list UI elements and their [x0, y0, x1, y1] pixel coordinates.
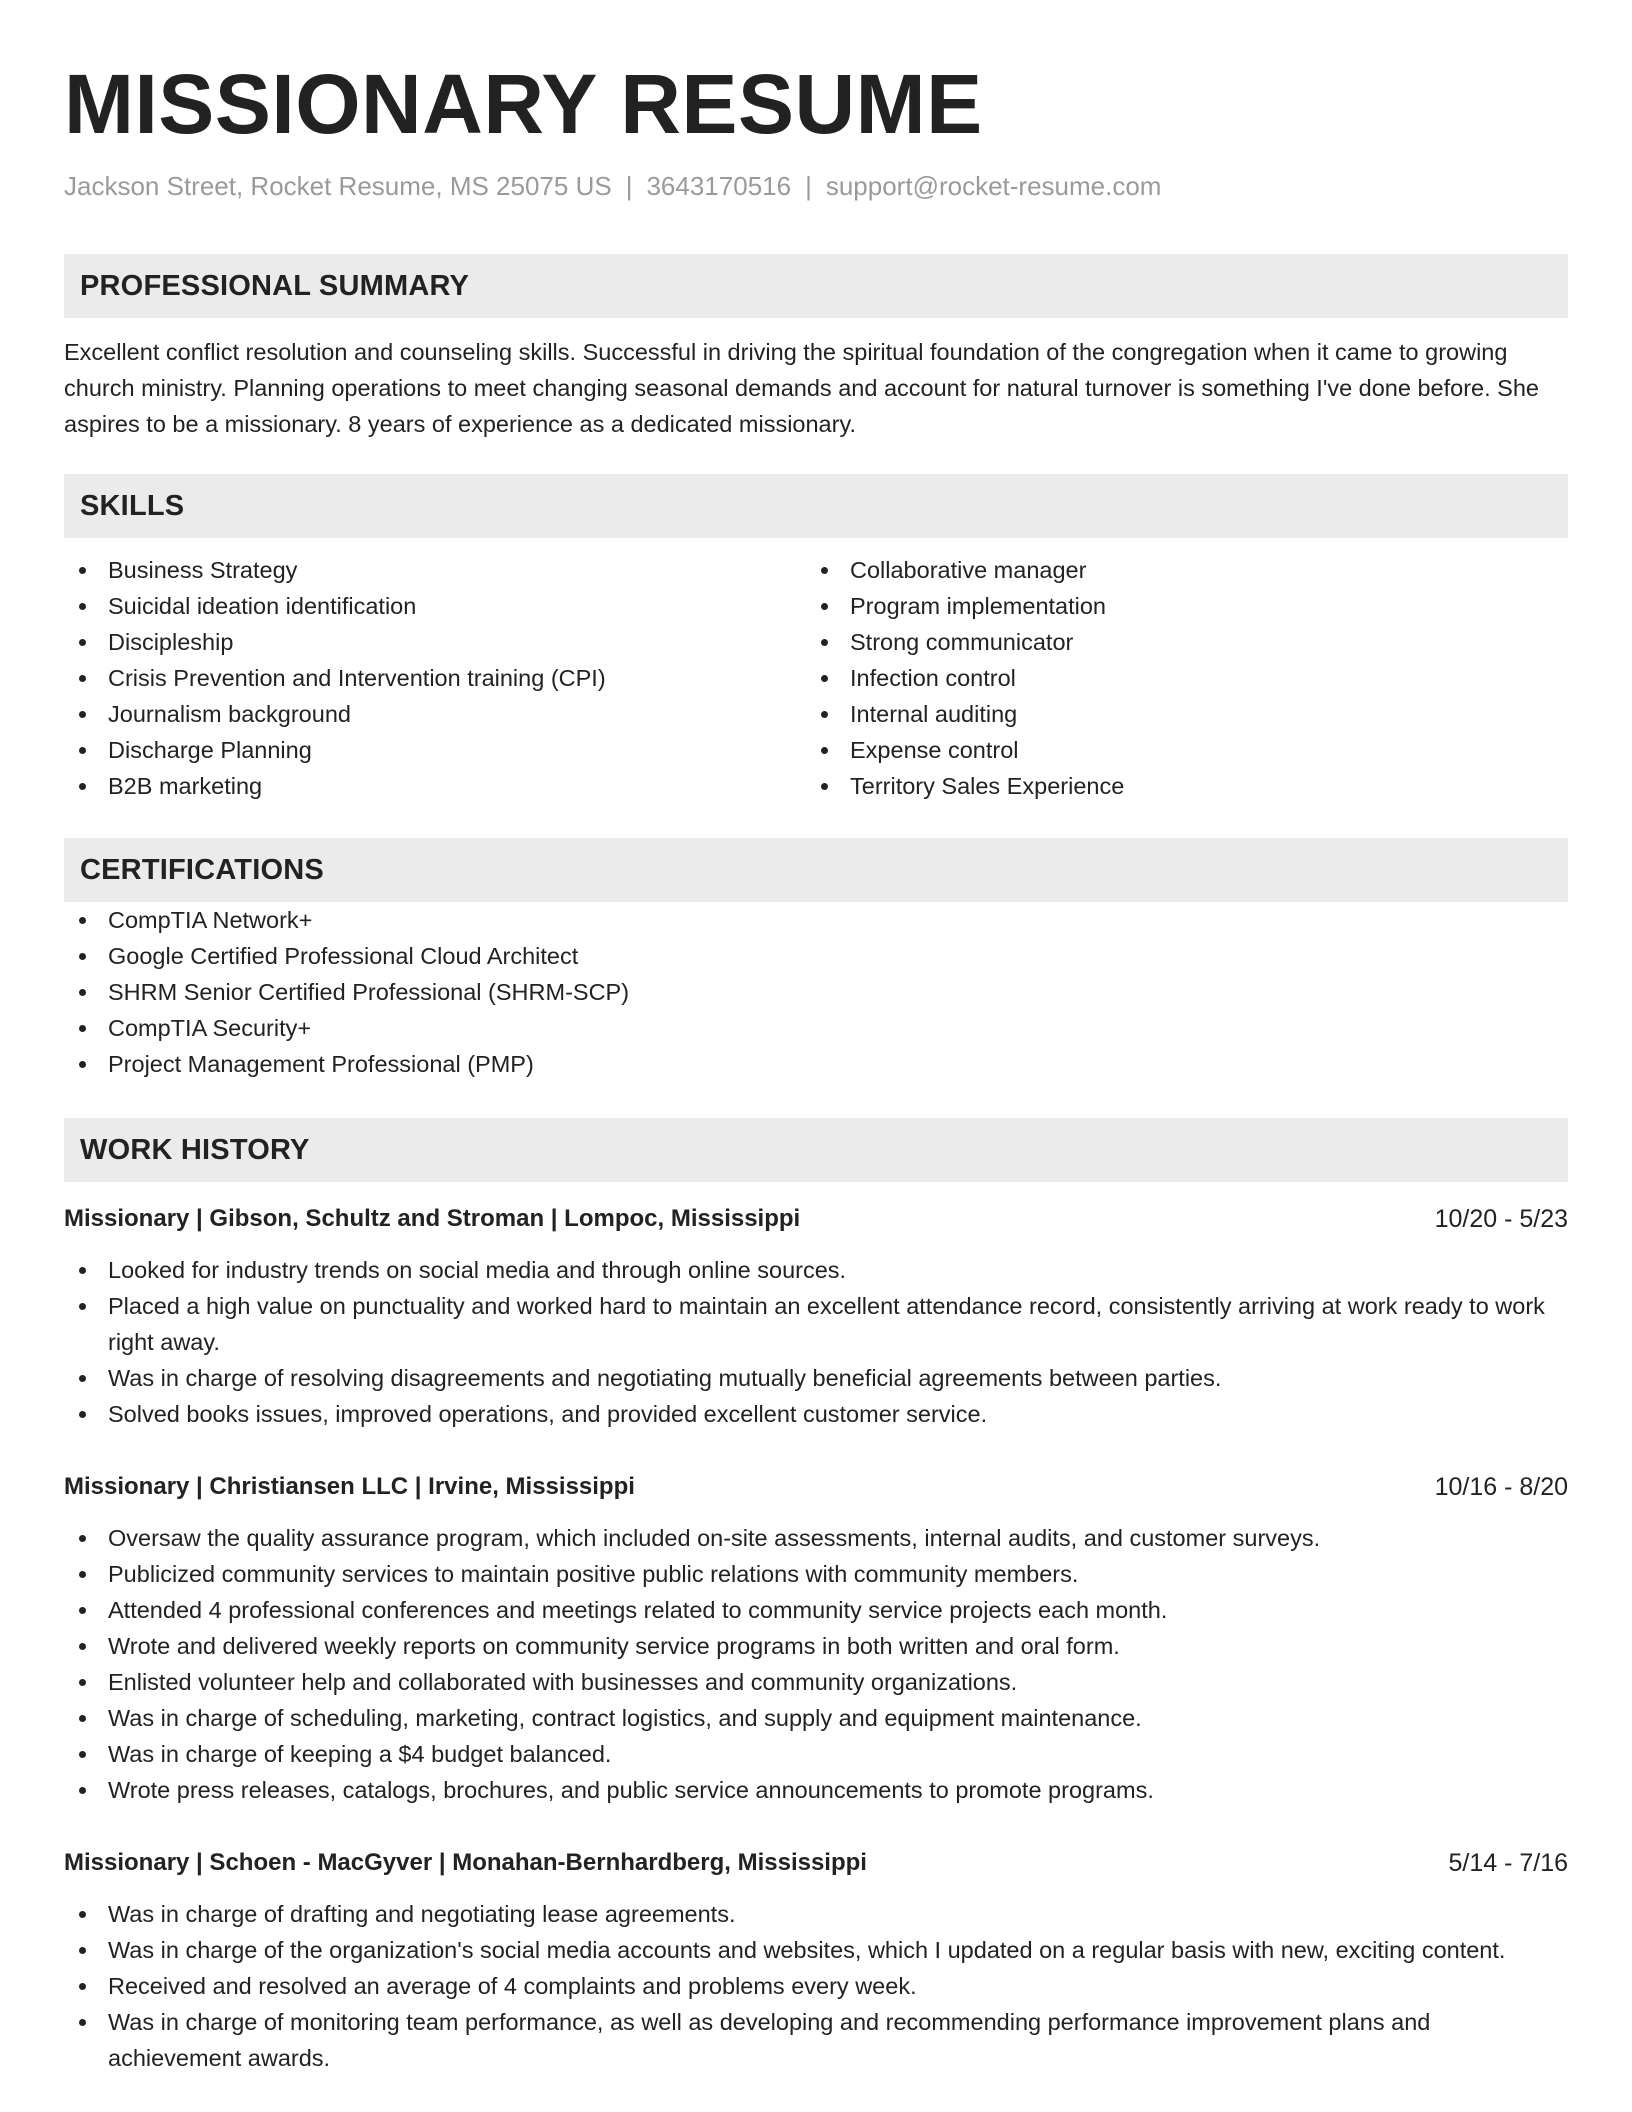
list-item — [64, 732, 806, 768]
contact-email: support@rocket-resume.com — [825, 171, 1162, 201]
bullet-icon — [821, 603, 828, 610]
bullet-icon — [79, 1267, 86, 1274]
bullet-icon — [79, 1061, 86, 1068]
list-item-text: Expense control — [850, 737, 1019, 763]
list-item — [806, 696, 1548, 732]
list-item-text: Collaborative manager — [850, 557, 1087, 583]
list-item-text: Attended 4 professional conferences and meetings related to community service projects each month. — [108, 1597, 1168, 1623]
list-item — [64, 938, 1568, 974]
list-item-text: Discipleship — [108, 629, 234, 655]
skills-list-left — [64, 552, 806, 804]
list-item-text: Publicized community services to maintain positive public relations with community members. — [108, 1561, 1079, 1587]
bullet-icon — [79, 1679, 86, 1686]
summary-heading: PROFESSIONAL SUMMARY — [64, 254, 1568, 318]
bullet-icon — [79, 711, 86, 718]
list-item — [64, 1010, 1568, 1046]
job-bullets — [64, 1252, 1568, 1432]
job-entry — [64, 1470, 1568, 1808]
list-item-text: CompTIA Security+ — [108, 1015, 312, 1041]
list-item — [64, 624, 806, 660]
list-item-text: Discharge Planning — [108, 737, 312, 763]
list-item — [64, 1700, 1568, 1736]
list-item — [64, 1736, 1568, 1772]
list-item — [64, 1360, 1568, 1396]
bullet-icon — [79, 1303, 86, 1310]
list-item — [64, 1968, 1568, 2004]
bullet-icon — [79, 675, 86, 682]
bullet-icon — [821, 639, 828, 646]
list-item — [806, 660, 1548, 696]
list-item-text: Suicidal ideation identification — [108, 593, 417, 619]
job-dates: 10/16 - 8/20 — [1434, 1473, 1568, 1501]
job-entry — [64, 1202, 1568, 1432]
skills-columns — [64, 552, 1568, 804]
job-header — [64, 1470, 1568, 1504]
bullet-icon — [79, 639, 86, 646]
resume-title: MISSIONARY RESUME — [64, 57, 983, 151]
bullet-icon — [79, 1715, 86, 1722]
list-item-text: Was in charge of resolving disagreements and negotiating mutually beneficial agreements between parties. — [108, 1365, 1222, 1391]
bullet-icon — [79, 1911, 86, 1918]
job-header — [64, 1202, 1568, 1236]
bullet-icon — [79, 917, 86, 924]
bullet-icon — [79, 1375, 86, 1382]
list-item-text: Territory Sales Experience — [850, 773, 1125, 799]
list-item-text: Program implementation — [850, 593, 1106, 619]
bullet-icon — [79, 2019, 86, 2026]
list-item — [64, 1932, 1568, 1968]
resume-page — [64, 54, 1568, 2076]
skills-column-left — [64, 552, 806, 804]
list-item — [64, 1664, 1568, 1700]
list-item — [64, 1046, 1568, 1082]
list-item-text: Looked for industry trends on social media and through online sources. — [108, 1257, 847, 1283]
list-item — [64, 1396, 1568, 1432]
list-item — [806, 588, 1548, 624]
bullet-icon — [79, 1643, 86, 1650]
summary-text: Excellent conflict resolution and counseling skills. Successful in driving the spiritual foundation of the congregation when it came to growing church ministry. Planning operations to meet changing seasonal demands and account for natural turnover is something I've done before. She aspires to be a missionary. 8 years of experience as a dedicated missionary. — [64, 339, 1539, 437]
list-item-text: Solved books issues, improved operations, and provided excellent customer service. — [108, 1401, 988, 1427]
list-item-text: Journalism background — [108, 701, 351, 727]
bullet-icon — [79, 567, 86, 574]
job-dates: 10/20 - 5/23 — [1434, 1205, 1568, 1233]
bullet-icon — [79, 1571, 86, 1578]
list-item — [64, 974, 1568, 1010]
list-item — [64, 1252, 1568, 1288]
list-item-text: Was in charge of keeping a $4 budget balanced. — [108, 1741, 612, 1767]
skills-column-right — [806, 552, 1548, 804]
list-item-text: Strong communicator — [850, 629, 1074, 655]
list-item — [806, 732, 1548, 768]
list-item-text: Google Certified Professional Cloud Architect — [108, 943, 579, 969]
list-item-text: Project Management Professional (PMP) — [108, 1051, 534, 1077]
list-item-text: Was in charge of the organization's social media accounts and websites, which I updated on a regular basis with new, exciting content. — [108, 1937, 1506, 1963]
list-item-text: Placed a high value on punctuality and worked hard to maintain an excellent attendance record, consistently arriving at work ready to work right away. — [108, 1293, 1545, 1355]
certifications-heading: CERTIFICATIONS — [64, 838, 1568, 902]
job-bullets — [64, 1896, 1568, 2076]
list-item — [64, 1628, 1568, 1664]
list-item-text: Was in charge of drafting and negotiating lease agreements. — [108, 1901, 736, 1927]
contact-separator: | — [625, 171, 633, 201]
bullet-icon — [79, 603, 86, 610]
list-item-text: Received and resolved an average of 4 complaints and problems every week. — [108, 1973, 917, 1999]
contact-line — [64, 168, 1568, 204]
contact-separator: | — [805, 171, 812, 201]
list-item — [806, 768, 1548, 804]
bullet-icon — [79, 747, 86, 754]
list-item-text: Wrote and delivered weekly reports on community service programs in both written and oral form. — [108, 1633, 1120, 1659]
bullet-icon — [79, 1751, 86, 1758]
list-item — [64, 1592, 1568, 1628]
job-header — [64, 1846, 1568, 1880]
list-item — [64, 1520, 1568, 1556]
contact-phone: 3643170516 — [646, 171, 792, 201]
job-bullets — [64, 1520, 1568, 1808]
list-item — [64, 902, 1568, 938]
list-item-text: Enlisted volunteer help and collaborated with businesses and community organizations. — [108, 1669, 1018, 1695]
job-dates: 5/14 - 7/16 — [1448, 1849, 1568, 1877]
list-item-text: Was in charge of monitoring team performance, as well as developing and recommending performance improvement plans and achievement awards. — [108, 2009, 1431, 2071]
list-item — [64, 1288, 1568, 1360]
list-item-text: B2B marketing — [108, 773, 263, 799]
list-item — [64, 1896, 1568, 1932]
contact-address: Jackson Street, Rocket Resume, MS 25075 US — [64, 171, 612, 201]
list-item-text: Infection control — [850, 665, 1016, 691]
list-item — [64, 2004, 1568, 2076]
list-item — [806, 552, 1548, 588]
list-item — [64, 1772, 1568, 1808]
bullet-icon — [821, 747, 828, 754]
bullet-icon — [821, 567, 828, 574]
bullet-icon — [79, 989, 86, 996]
bullet-icon — [79, 783, 86, 790]
work-history-heading: WORK HISTORY — [64, 1118, 1568, 1182]
bullet-icon — [79, 1535, 86, 1542]
list-item-text: Crisis Prevention and Intervention training (CPI) — [108, 665, 606, 691]
bullet-icon — [79, 1411, 86, 1418]
list-item — [64, 1556, 1568, 1592]
list-item-text: Was in charge of scheduling, marketing, contract logistics, and supply and equipment maintenance. — [108, 1705, 1142, 1731]
list-item — [64, 696, 806, 732]
job-title: Missionary | Christiansen LLC | Irvine, Mississippi — [64, 1473, 635, 1500]
bullet-icon — [79, 1025, 86, 1032]
bullet-icon — [821, 783, 828, 790]
bullet-icon — [79, 1983, 86, 1990]
work-history-list — [64, 1202, 1568, 2076]
list-item-text: Wrote press releases, catalogs, brochures, and public service announcements to promote programs. — [108, 1777, 1154, 1803]
skills-list-right — [806, 552, 1548, 804]
bullet-icon — [821, 711, 828, 718]
job-title: Missionary | Schoen - MacGyver | Monahan-Bernhardberg, Mississippi — [64, 1849, 867, 1876]
bullet-icon — [821, 675, 828, 682]
list-item-text: SHRM Senior Certified Professional (SHRM-SCP) — [108, 979, 630, 1005]
list-item — [806, 624, 1548, 660]
job-entry — [64, 1846, 1568, 2076]
list-item — [64, 660, 806, 696]
list-item — [64, 588, 806, 624]
list-item-text: Oversaw the quality assurance program, which included on-site assessments, internal audits, and customer surveys. — [108, 1525, 1321, 1551]
list-item-text: CompTIA Network+ — [108, 907, 313, 933]
list-item — [64, 768, 806, 804]
job-title: Missionary | Gibson, Schultz and Stroman | Lompoc, Mississippi — [64, 1205, 801, 1232]
list-item-text: Internal auditing — [850, 701, 1018, 727]
certifications-list — [64, 902, 1568, 1082]
bullet-icon — [79, 1607, 86, 1614]
bullet-icon — [79, 953, 86, 960]
skills-heading: SKILLS — [64, 474, 1568, 538]
bullet-icon — [79, 1787, 86, 1794]
list-item — [64, 552, 806, 588]
bullet-icon — [79, 1947, 86, 1954]
list-item-text: Business Strategy — [108, 557, 298, 583]
